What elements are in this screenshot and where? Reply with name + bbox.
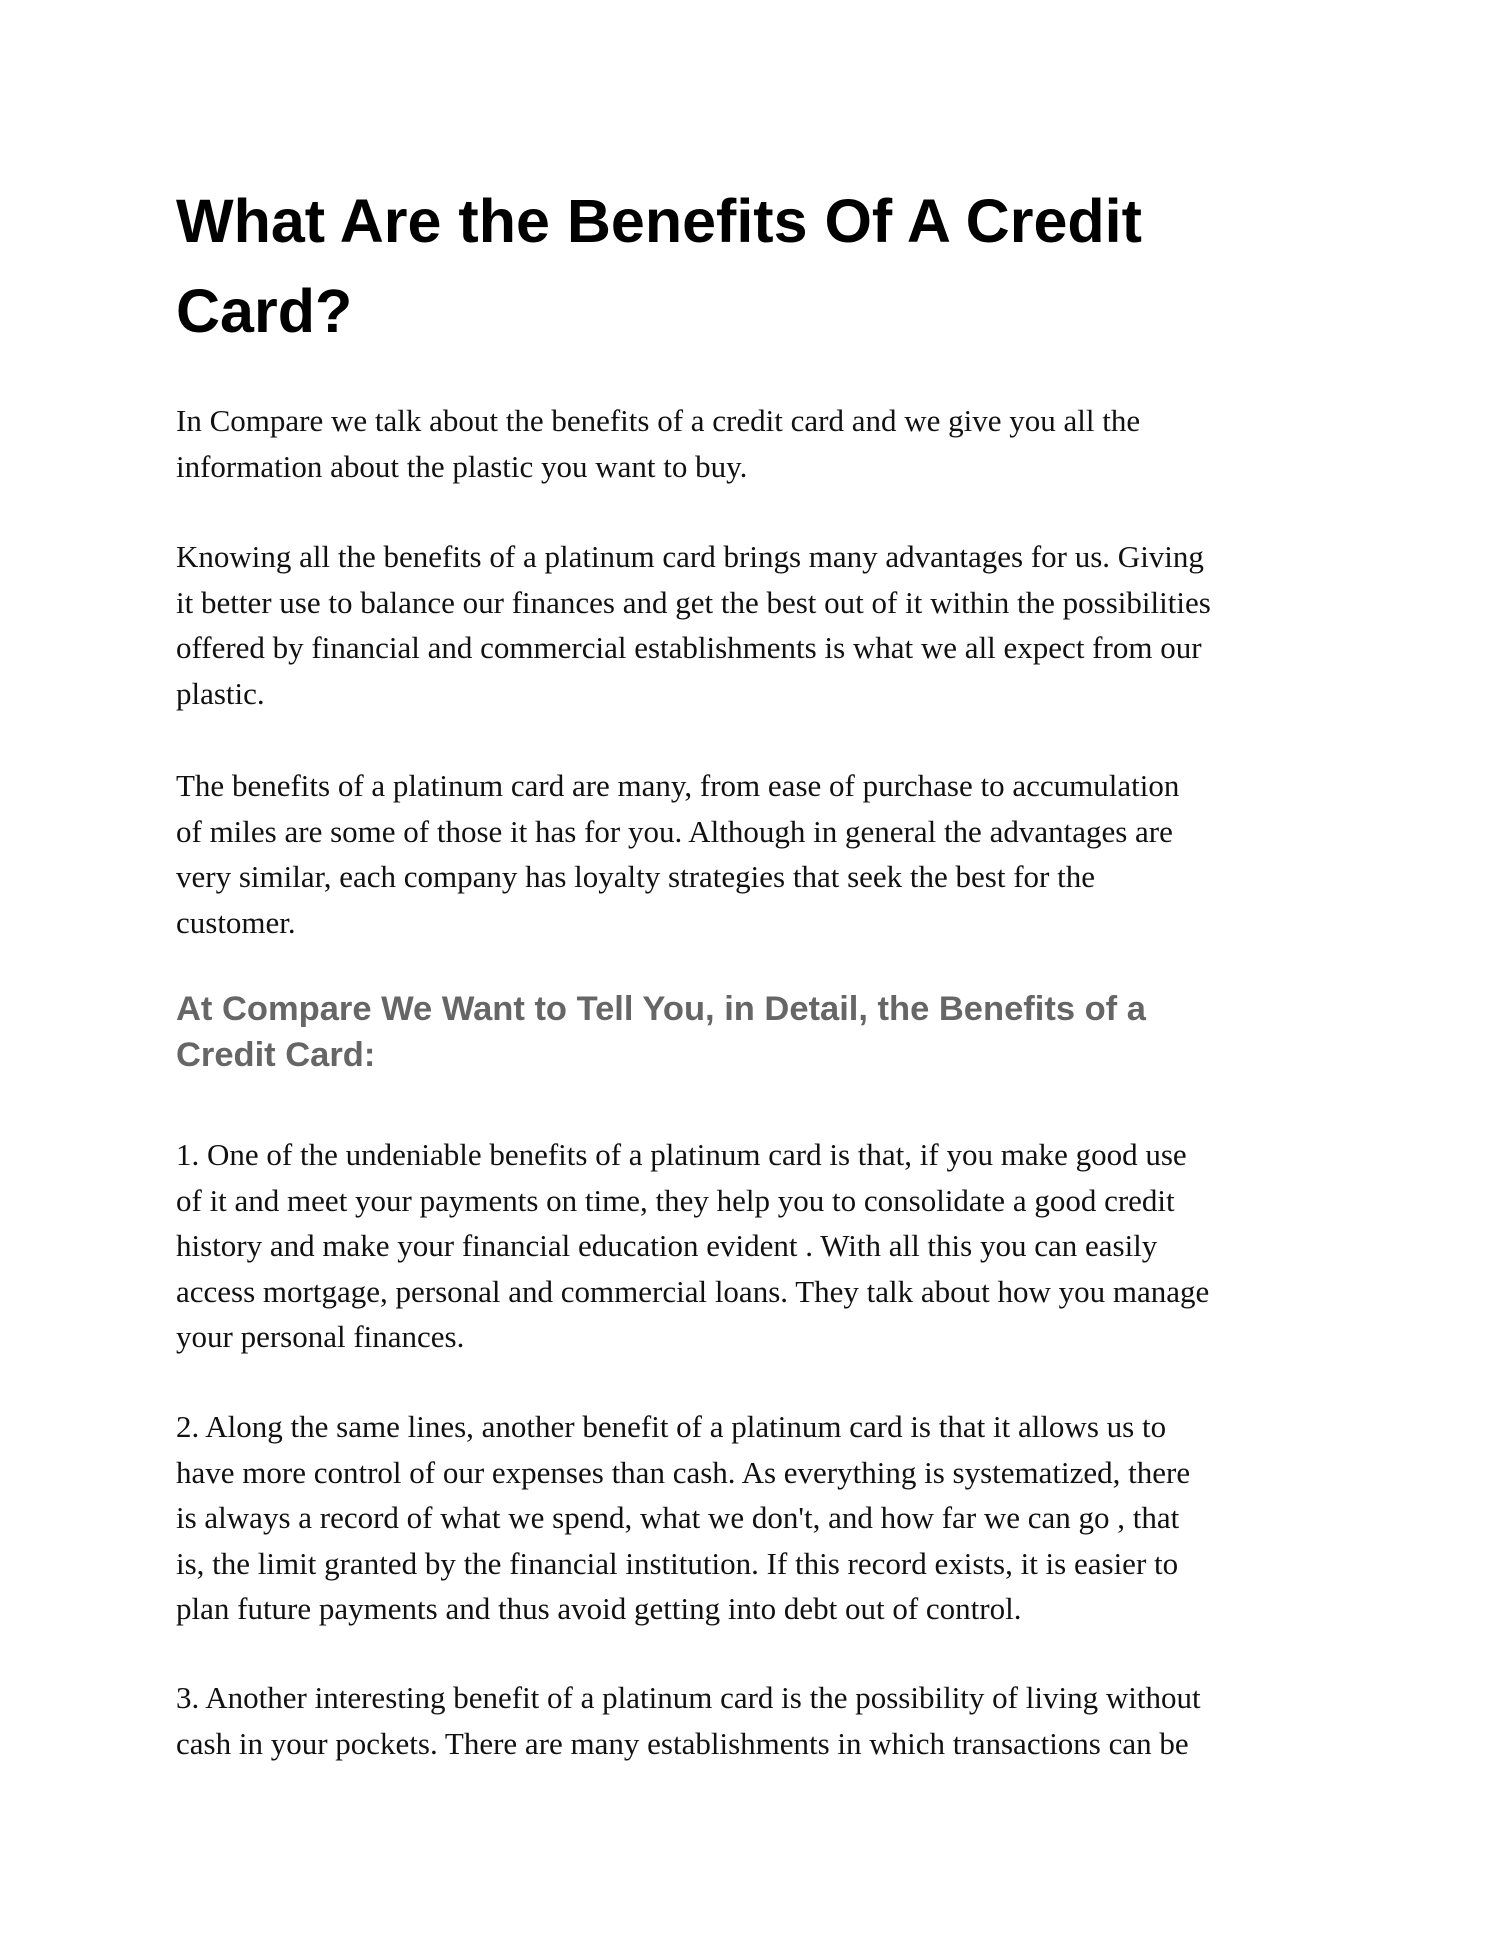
text-line: Knowing all the benefits of a platinum card brings many advantages for us. Giving [176, 539, 1204, 574]
text-line: it better use to balance our finances and get the best out of it within the possibilities [176, 584, 1211, 620]
text-line: 3. Another interesting benefit of a platinum card is the possibility of living without [176, 1680, 1201, 1715]
title-line: What Are the Benefits Of A Credit [176, 187, 1142, 255]
page-title [176, 176, 1142, 356]
title-line: Card? [176, 277, 353, 345]
benefit-item-1 [176, 1132, 1209, 1360]
text-line: have more control of our expenses than cash. As everything is systematized, there [176, 1454, 1191, 1490]
text-line: offered by financial and commercial establishments is what we all expect from our [176, 630, 1202, 665]
text-line: is always a record of what we spend, what we don't, and how far we can go , that [176, 1500, 1180, 1535]
text-line: In Compare we talk about the benefits of a credit card and we give you all the [176, 403, 1141, 438]
text-line: access mortgage, personal and commercial loans. They talk about how you manage [176, 1273, 1210, 1309]
section-subheading [176, 986, 1146, 1078]
text-line: 1. One of the undeniable benefits of a platinum card is that, if you make good use [176, 1137, 1187, 1172]
intro-paragraph-2 [176, 534, 1211, 716]
text-line: history and make your financial education evident . With all this you can easily [176, 1228, 1158, 1263]
text-line: The benefits of a platinum card are many, from ease of purchase to accumulation [176, 768, 1180, 803]
intro-paragraph-1 [176, 398, 1140, 489]
text-line: your personal finances. [176, 1319, 465, 1354]
benefit-item-3 [176, 1675, 1201, 1766]
text-line: plastic. [176, 675, 265, 711]
subheading-line: Credit Card: [176, 1036, 376, 1074]
text-line: 2. Along the same lines, another benefit of a platinum card is that it allows us to [176, 1409, 1167, 1444]
text-line: very similar, each company has loyalty strategies that seek the best for the [176, 859, 1095, 894]
text-line: of miles are some of those it has for you. Although in general the advantages are [176, 813, 1173, 849]
text-line: cash in your pockets. There are many establishments in which transactions can be [176, 1725, 1189, 1761]
text-line: information about the plastic you want to buy. [176, 448, 748, 484]
benefit-item-2 [176, 1404, 1190, 1632]
text-line: of it and meet your payments on time, they help you to consolidate a good credit [176, 1182, 1175, 1218]
intro-paragraph-3 [176, 763, 1179, 945]
subheading-line: At Compare We Want to Tell You, in Detail, the Benefits of a [176, 990, 1146, 1028]
text-line: customer. [176, 904, 296, 940]
text-line: is, the limit granted by the financial institution. If this record exists, it is easier to [176, 1545, 1179, 1581]
text-line: plan future payments and thus avoid getting into debt out of control. [176, 1591, 1022, 1626]
